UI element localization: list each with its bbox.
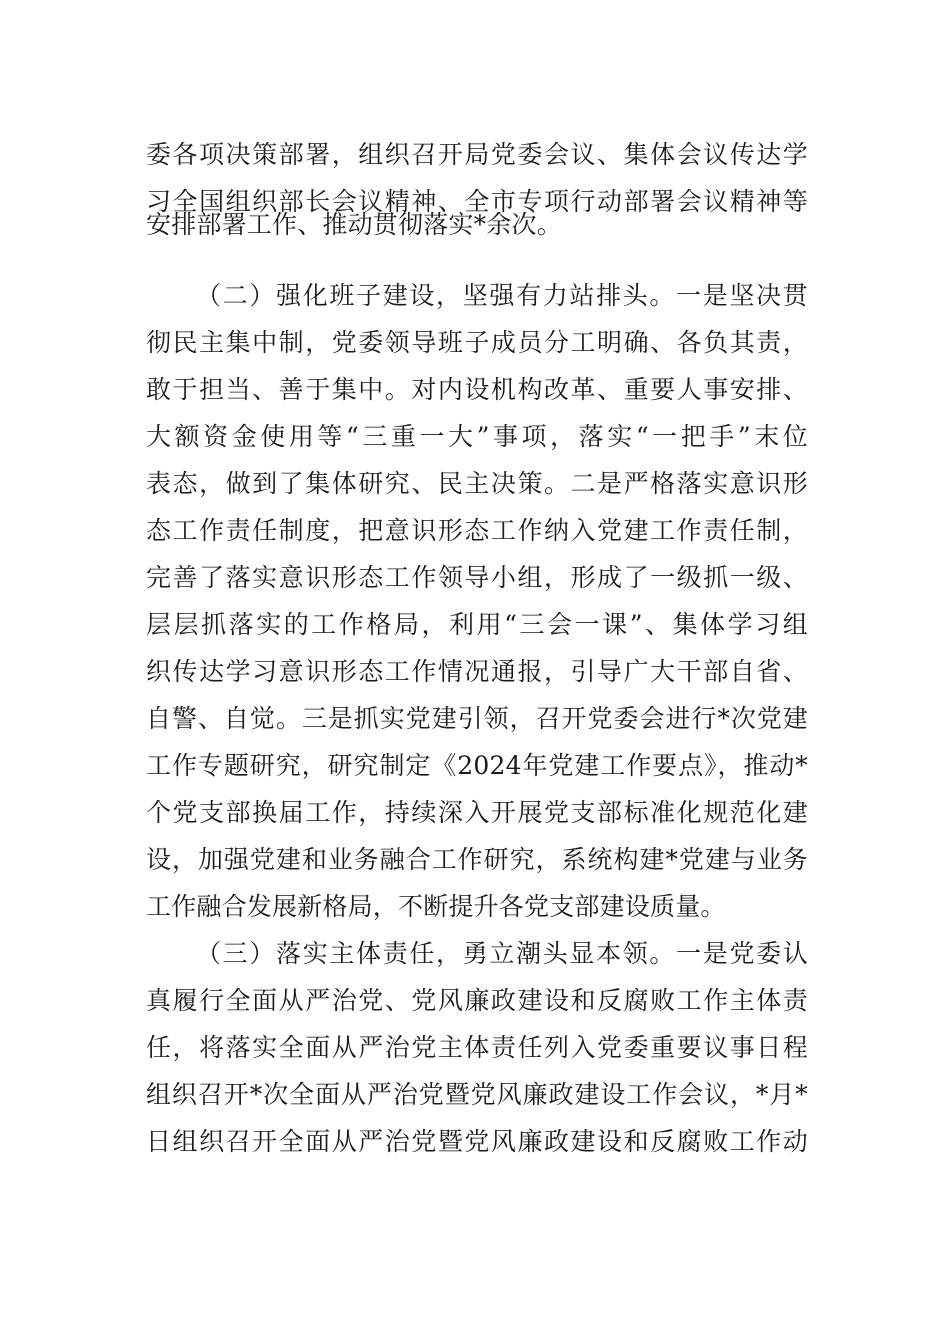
text-line: 完善了落实意识形态工作领导小组，形成了一级抓一级、 [146,563,808,592]
text-line: 设，加强党建和业务融合工作研究，系统构建*党建与业务 [146,845,808,874]
text-line: 自警、自觉。三是抓实党建引领，召开党委会进行*次党建 [146,704,808,733]
text-line: 安排部署工作、推动贯彻落实*余次。 [146,210,562,239]
text-line: 委各项决策部署，组织召开局党委会议、集体会议传达学 [146,140,808,169]
text-line: 习全国组织部长会议精神、全市专项行动部署会议精神等 [146,187,808,216]
text-line: 织传达学习意识形态工作情况通报，引导广大干部自省、 [146,657,808,686]
text-line: 敢于担当、善于集中。对内设机构改革、重要人事安排、 [146,375,808,404]
text-line: 组织召开*次全面从严治党暨党风廉政建设工作会议，*月* [146,1080,808,1109]
text-line: 大额资金使用等“三重一大”事项，落实“一把手”末位 [146,422,808,451]
text-line: 层层抓落实的工作格局，利用“三会一课”、集体学习组 [146,610,808,639]
text-line: 表态，做到了集体研究、民主决策。二是严格落实意识形 [146,469,808,498]
text-line: 态工作责任制度，把意识形态工作纳入党建工作责任制， [146,516,808,545]
text-line: 真履行全面从严治党、党风廉政建设和反腐败工作主体责 [146,986,808,1015]
paragraph-start-line: （三）落实主体责任，勇立潮头显本领。一是党委认 [196,939,808,968]
text-line: 个党支部换届工作，持续深入开展党支部标准化规范化建 [146,798,808,827]
text-line: 任，将落实全面从严治党主体责任列入党委重要议事日程 [146,1033,808,1062]
text-line: 日组织召开全面从严治党暨党风廉政建设和反腐败工作动 [146,1127,808,1156]
text-line: 工作融合发展新格局，不断提升各党支部建设质量。 [146,892,726,921]
text-line: 彻民主集中制，党委领导班子成员分工明确、各负其责， [146,328,808,357]
text-line: 工作专题研究，研究制定《2024年党建工作要点》，推动* [146,751,808,780]
paragraph-start-line: （二）强化班子建设，坚强有力站排头。一是坚决贯 [196,281,808,310]
